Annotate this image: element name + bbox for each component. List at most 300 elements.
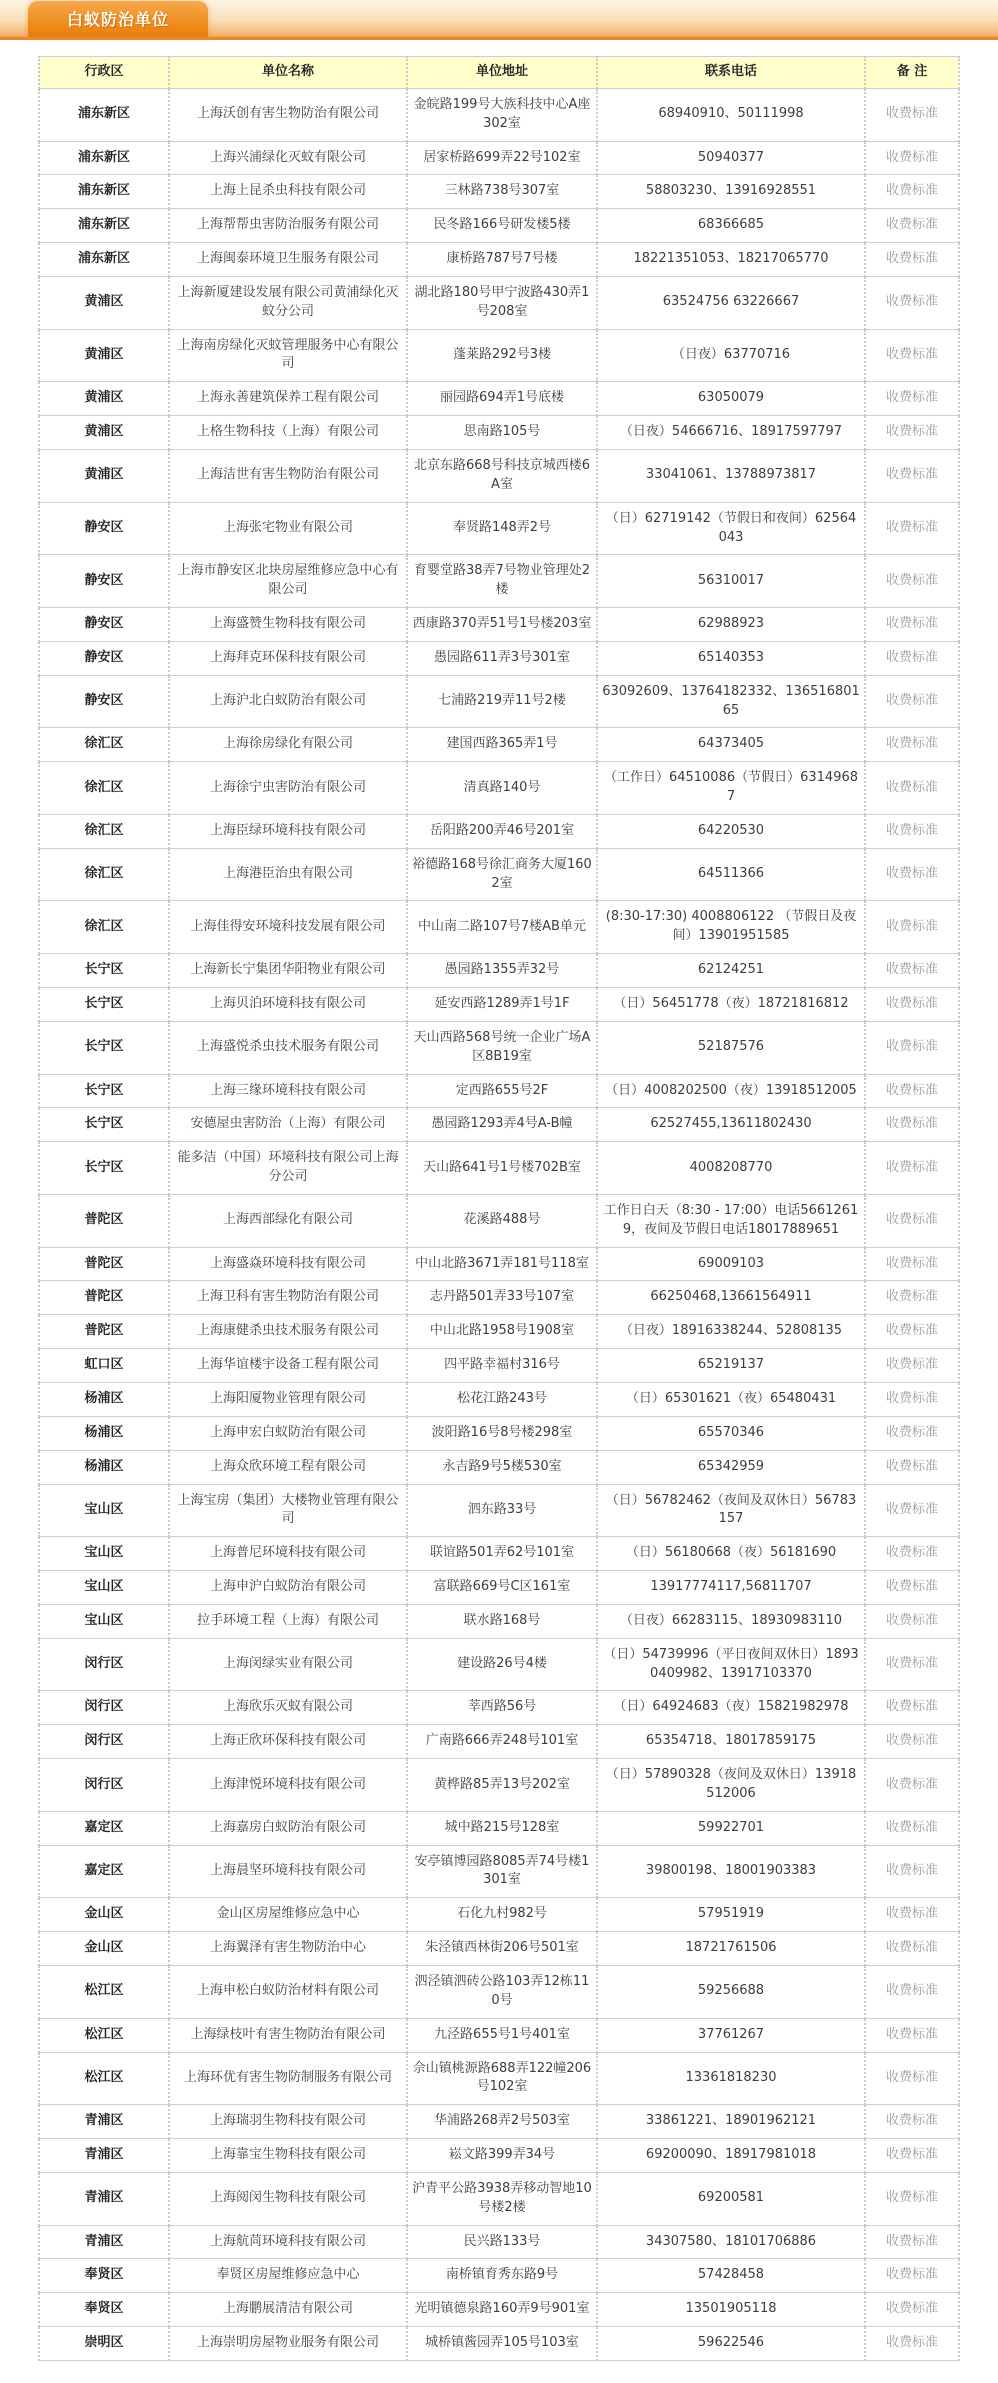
fee-standard-link[interactable]: 收费标准 [885,2267,938,2283]
phone-cell: 65219137 [597,1349,865,1383]
address-cell: 康桥路787号7号楼 [407,243,597,277]
note-cell [865,2105,959,2139]
table-row [39,1691,959,1725]
note-cell [865,848,959,901]
fee-standard-link[interactable]: 收费标准 [885,866,938,882]
district-cell: 静安区 [39,555,169,608]
note-cell [865,1382,959,1416]
note-cell [865,1349,959,1383]
company-name-cell: 上海晨坚环境科技有限公司 [169,1845,407,1898]
phone-cell: 57951919 [597,1898,865,1932]
district-cell: 崇明区 [39,2327,169,2361]
note-cell [865,1811,959,1845]
fee-standard-link[interactable]: 收费标准 [885,520,938,536]
address-cell: 天山西路568号统一企业广场A区8B19室 [407,1021,597,1074]
note-cell [865,555,959,608]
phone-cell: （日）54739996（平日夜间双休日）18930409982、13917103370 [597,1638,865,1691]
table-row [39,1247,959,1281]
table-row [39,901,959,954]
phone-cell: 工作日白天（8:30 - 17:00）电话56612619，夜间及节假日电话18017889651 [597,1194,865,1247]
address-cell: 愚园路1355弄32号 [407,954,597,988]
address-cell: 南桥镇育秀东路9号 [407,2259,597,2293]
address-cell: 清真路140号 [407,762,597,815]
company-name-cell: 上海嘉房白蚁防治有限公司 [169,1811,407,1845]
fee-standard-link[interactable]: 收费标准 [885,918,938,934]
note-cell [865,416,959,450]
note-cell [865,2259,959,2293]
table-row [39,1382,959,1416]
phone-cell: 62988923 [597,608,865,642]
address-cell: 三林路738号307室 [407,175,597,209]
company-name-cell: 上海众欣环境工程有限公司 [169,1450,407,1484]
fee-standard-link[interactable]: 收费标准 [885,1579,938,1595]
company-name-cell: 上海佳得安环境科技发展有限公司 [169,901,407,954]
note-cell [865,209,959,243]
address-cell: 花溪路488号 [407,1194,597,1247]
note-cell [865,2052,959,2105]
note-cell [865,276,959,329]
phone-cell: （日）57890328（夜间及双休日）13918512006 [597,1759,865,1812]
district-cell: 长宁区 [39,1021,169,1074]
fee-standard-link[interactable]: 收费标准 [885,1656,938,1672]
company-name-cell: 上海绿枝叶有害生物防治有限公司 [169,2018,407,2052]
note-cell [865,449,959,502]
table-row [39,1194,959,1247]
company-name-cell: 安德屋虫害防治（上海）有限公司 [169,1108,407,1142]
district-cell: 普陀区 [39,1247,169,1281]
company-name-cell: 上海沃创有害生物防治有限公司 [169,88,407,141]
table-row [39,243,959,277]
header-unit-address: 单位地址 [407,57,597,89]
phone-cell: 59922701 [597,1811,865,1845]
address-cell: 中山南二路107号7楼AB单元 [407,901,597,954]
address-cell: 城桥镇酱园弄105号103室 [407,2327,597,2361]
table-row [39,449,959,502]
company-name-cell: 上海新长宁集团华阳物业有限公司 [169,954,407,988]
address-cell: 思南路105号 [407,416,597,450]
district-cell: 浦东新区 [39,209,169,243]
district-cell: 青浦区 [39,2105,169,2139]
table-row [39,2327,959,2361]
address-cell: 四平路幸福村316号 [407,1349,597,1383]
address-cell: 居家桥路699弄22号102室 [407,141,597,175]
address-cell: 裕德路168号徐汇商务大厦1602室 [407,848,597,901]
note-cell [865,814,959,848]
company-name-cell: 上海盛悦杀虫技术服务有限公司 [169,1021,407,1074]
note-cell [865,641,959,675]
company-name-cell: 上海阅闵生物科技有限公司 [169,2172,407,2225]
note-cell [865,1108,959,1142]
company-name-cell: 上海西部绿化有限公司 [169,1194,407,1247]
fee-standard-link[interactable]: 收费标准 [885,1983,938,1999]
phone-cell: 68366685 [597,209,865,243]
table-row [39,2259,959,2293]
fee-standard-link[interactable]: 收费标准 [885,822,938,838]
phone-cell: 69200090、18917981018 [597,2139,865,2173]
address-cell: 富联路669号C区161室 [407,1571,597,1605]
phone-cell: （日）56180668（夜）56181690 [597,1537,865,1571]
header-note: 备 注 [865,57,959,89]
table-row [39,1604,959,1638]
phone-cell: 18721761506 [597,1932,865,1966]
fee-standard-link[interactable]: 收费标准 [885,2026,938,2042]
district-cell: 长宁区 [39,1108,169,1142]
phone-cell: 69200581 [597,2172,865,2225]
address-cell: 波阳路16号8号楼298室 [407,1416,597,1450]
district-cell: 松江区 [39,1966,169,2019]
fee-standard-link[interactable]: 收费标准 [885,1116,938,1132]
note-cell [865,329,959,382]
company-name-cell: 能多洁（中国）环境科技有限公司上海分公司 [169,1142,407,1195]
fee-standard-link[interactable]: 收费标准 [885,2113,938,2129]
company-name-cell: 上海宝房（集团）大楼物业管理有限公司 [169,1484,407,1537]
phone-cell: （日）4008202500（夜）13918512005 [597,1074,865,1108]
company-name-cell: 上海环优有害生物防制服务有限公司 [169,2052,407,2105]
note-cell [865,1450,959,1484]
fee-standard-link[interactable]: 收费标准 [885,1863,938,1879]
company-name-cell: 上海上昆杀虫科技有限公司 [169,175,407,209]
fee-standard-link[interactable]: 收费标准 [885,693,938,709]
table-row [39,1811,959,1845]
table-row [39,1537,959,1571]
table-row [39,1142,959,1195]
fee-standard-link[interactable]: 收费标准 [885,1323,938,1339]
company-name-cell: 上海盛焱环境科技有限公司 [169,1247,407,1281]
note-cell [865,2172,959,2225]
fee-standard-link[interactable]: 收费标准 [885,294,938,310]
note-cell [865,1416,959,1450]
table-row [39,555,959,608]
note-cell [865,762,959,815]
district-cell: 奉贤区 [39,2293,169,2327]
district-cell: 闵行区 [39,1691,169,1725]
table-row [39,1638,959,1691]
fee-standard-link[interactable]: 收费标准 [885,1424,938,1440]
district-cell: 杨浦区 [39,1382,169,1416]
district-cell: 静安区 [39,641,169,675]
fee-standard-link[interactable]: 收费标准 [885,1255,938,1271]
fee-standard-link[interactable]: 收费标准 [885,2233,938,2249]
phone-cell: 69009103 [597,1247,865,1281]
phone-cell: 34307580、18101706886 [597,2225,865,2259]
phone-cell: 50940377 [597,141,865,175]
fee-standard-link[interactable]: 收费标准 [885,1159,938,1175]
table-row [39,1074,959,1108]
company-name-cell: 上海康健杀虫技术服务有限公司 [169,1315,407,1349]
district-cell: 嘉定区 [39,1811,169,1845]
table-row [39,2225,959,2259]
phone-cell: （日）65301621（夜）65480431 [597,1382,865,1416]
company-name-cell: 上海卫科有害生物防治有限公司 [169,1281,407,1315]
district-cell: 黄浦区 [39,416,169,450]
company-name-cell: 上海永善建筑保养工程有限公司 [169,382,407,416]
note-cell [865,988,959,1022]
header-district: 行政区 [39,57,169,89]
company-name-cell: 上海盛赞生物科技有限公司 [169,608,407,642]
fee-standard-link[interactable]: 收费标准 [885,2147,938,2163]
phone-cell: 63524756 63226667 [597,276,865,329]
fee-standard-link[interactable]: 收费标准 [885,1906,938,1922]
fee-standard-link[interactable]: 收费标准 [885,390,938,406]
phone-cell: （日夜）54666716、18917597797 [597,416,865,450]
note-cell [865,502,959,555]
phone-cell: 62527455,13611802430 [597,1108,865,1142]
district-cell: 徐汇区 [39,814,169,848]
fee-standard-link[interactable]: 收费标准 [885,2190,938,2206]
address-cell: 泗泾镇泗砖公路103弄12栋110号 [407,1966,597,2019]
note-cell [865,175,959,209]
district-cell: 黄浦区 [39,382,169,416]
company-name-cell: 上海崇明房屋物业服务有限公司 [169,2327,407,2361]
fee-standard-link[interactable]: 收费标准 [885,467,938,483]
district-cell: 普陀区 [39,1281,169,1315]
company-name-cell: 上海闵绿实业有限公司 [169,1638,407,1691]
district-cell: 青浦区 [39,2139,169,2173]
company-name-cell: 拉手环境工程（上海）有限公司 [169,1604,407,1638]
address-cell: 丽园路694弄1号底楼 [407,382,597,416]
fee-standard-link[interactable]: 收费标准 [885,572,938,588]
company-name-cell: 上海申沪白蚁防治有限公司 [169,1571,407,1605]
district-cell: 静安区 [39,675,169,728]
table-row [39,2052,959,2105]
note-cell [865,1845,959,1898]
address-cell: 愚园路611弄3号301室 [407,641,597,675]
fee-standard-link[interactable]: 收费标准 [885,1082,938,1098]
fee-standard-link[interactable]: 收费标准 [885,962,938,978]
phone-cell: 63092609、13764182332、13651680165 [597,675,865,728]
address-cell: 广南路666弄248号101室 [407,1725,597,1759]
district-cell: 奉贤区 [39,2259,169,2293]
address-cell: 联水路168号 [407,1604,597,1638]
note-cell [865,88,959,141]
district-cell: 徐汇区 [39,848,169,901]
phone-cell: 37761267 [597,2018,865,2052]
address-cell: 中山北路3671弄181号118室 [407,1247,597,1281]
phone-cell: 59622546 [597,2327,865,2361]
fee-standard-link[interactable]: 收费标准 [885,1733,938,1749]
fee-standard-link[interactable]: 收费标准 [885,424,938,440]
note-cell [865,1315,959,1349]
address-cell: 岳阳路200弄46号201室 [407,814,597,848]
header-unit-name: 单位名称 [169,57,407,89]
note-cell [865,675,959,728]
termite-units-table [38,56,960,2361]
fee-standard-link[interactable]: 收费标准 [885,1699,938,1715]
company-name-cell: 上海港臣治虫有限公司 [169,848,407,901]
table-row [39,276,959,329]
company-name-cell: 金山区房屋维修应急中心 [169,1898,407,1932]
company-name-cell: 上海正欣环保科技有限公司 [169,1725,407,1759]
phone-cell: 13917774117,56811707 [597,1571,865,1605]
note-cell [865,1281,959,1315]
fee-standard-link[interactable]: 收费标准 [885,616,938,632]
district-cell: 浦东新区 [39,141,169,175]
company-name-cell: 上海阳厦物业管理有限公司 [169,1382,407,1416]
phone-cell: 57428458 [597,2259,865,2293]
address-cell: 佘山镇桃源路688弄122幢206号102室 [407,2052,597,2105]
table-row [39,1108,959,1142]
fee-standard-link[interactable]: 收费标准 [885,996,938,1011]
district-cell: 长宁区 [39,1142,169,1195]
fee-standard-link[interactable]: 收费标准 [885,251,938,267]
table-row [39,675,959,728]
company-name-cell: 上海兴浦绿化灭蚊有限公司 [169,141,407,175]
district-cell: 普陀区 [39,1194,169,1247]
district-cell: 宝山区 [39,1484,169,1537]
note-cell [865,1725,959,1759]
table-row [39,209,959,243]
address-cell: 志丹路501弄33号107室 [407,1281,597,1315]
fee-standard-link[interactable]: 收费标准 [885,183,938,199]
district-cell: 松江区 [39,2052,169,2105]
district-cell: 黄浦区 [39,449,169,502]
fee-standard-link[interactable]: 收费标准 [885,736,938,752]
fee-standard-link[interactable]: 收费标准 [885,149,938,165]
company-name-cell: 上海华谊楼宇设备工程有限公司 [169,1349,407,1383]
district-cell: 闵行区 [39,1638,169,1691]
fee-standard-link[interactable]: 收费标准 [885,1458,938,1474]
address-cell: 华浦路268弄2号503室 [407,2105,597,2139]
note-cell [865,728,959,762]
fee-standard-link[interactable]: 收费标准 [885,1501,938,1517]
address-cell: 西康路370弄51号1号楼203室 [407,608,597,642]
table-row [39,954,959,988]
table-container [0,40,998,2383]
address-cell: 育婴堂路38弄7号物业管理处2楼 [407,555,597,608]
table-row [39,1450,959,1484]
address-cell: 联谊路501弄62号101室 [407,1537,597,1571]
fee-standard-link[interactable]: 收费标准 [885,1940,938,1956]
note-cell [865,382,959,416]
address-cell: 建设路26号4楼 [407,1638,597,1691]
fee-standard-link[interactable]: 收费标准 [885,1819,938,1835]
note-cell [865,1898,959,1932]
phone-cell: （日）56451778（夜）18721816812 [597,988,865,1022]
phone-cell: 4008208770 [597,1142,865,1195]
fee-standard-link[interactable]: 收费标准 [885,1390,938,1406]
note-cell [865,1247,959,1281]
company-name-cell: 上海申松白蚁防治材料有限公司 [169,1966,407,2019]
fee-standard-link[interactable]: 收费标准 [885,1545,938,1561]
fee-standard-link[interactable]: 收费标准 [885,2069,938,2085]
table-row [39,1898,959,1932]
address-cell: 松花江路243号 [407,1382,597,1416]
phone-cell: 59256688 [597,1966,865,2019]
table-row [39,1021,959,1074]
district-cell: 浦东新区 [39,243,169,277]
fee-standard-link[interactable]: 收费标准 [885,1776,938,1792]
note-cell [865,1571,959,1605]
company-name-cell: 上海航苘环境科技有限公司 [169,2225,407,2259]
district-cell: 宝山区 [39,1604,169,1638]
note-cell [865,1691,959,1725]
district-cell: 金山区 [39,1932,169,1966]
district-cell: 浦东新区 [39,175,169,209]
table-row [39,1349,959,1383]
fee-standard-link[interactable]: 收费标准 [885,1357,938,1373]
address-cell: 中山北路1958号1908室 [407,1315,597,1349]
phone-cell: 65342959 [597,1450,865,1484]
district-cell: 徐汇区 [39,901,169,954]
table-row [39,1932,959,1966]
note-cell [865,1021,959,1074]
company-name-cell: 上海闽泰环境卫生服务有限公司 [169,243,407,277]
table-row [39,1759,959,1812]
phone-cell: 64373405 [597,728,865,762]
company-name-cell: 上海市静安区北块房屋维修应急中心有限公司 [169,555,407,608]
fee-standard-link[interactable]: 收费标准 [885,779,938,795]
fee-standard-link[interactable]: 收费标准 [885,1212,938,1228]
phone-cell: 68940910、50111998 [597,88,865,141]
address-cell: 延安西路1289弄1号1F [407,988,597,1022]
table-row [39,1315,959,1349]
fee-standard-link[interactable]: 收费标准 [885,347,938,363]
company-name-cell: 上海欣乐灭蚁有限公司 [169,1691,407,1725]
district-cell: 长宁区 [39,988,169,1022]
table-row [39,1571,959,1605]
phone-cell: （工作日）64510086（节假日）63149687 [597,762,865,815]
fee-standard-link[interactable]: 收费标准 [885,217,938,233]
district-cell: 青浦区 [39,2172,169,2225]
company-name-cell: 上海帮帮虫害防治服务有限公司 [169,209,407,243]
note-cell [865,1966,959,2019]
district-cell: 徐汇区 [39,728,169,762]
district-cell: 闵行区 [39,1759,169,1812]
note-cell [865,1537,959,1571]
fee-standard-link[interactable]: 收费标准 [885,1289,938,1305]
address-cell: 安亭镇博园路8085弄74号楼1301室 [407,1845,597,1898]
address-cell: 金皖路199号大族科技中心A座302室 [407,88,597,141]
note-cell [865,1484,959,1537]
phone-cell: 63050079 [597,382,865,416]
address-cell: 天山路641号1号楼702B室 [407,1142,597,1195]
table-header-row [39,57,959,89]
table-row [39,2293,959,2327]
fee-standard-link[interactable]: 收费标准 [885,106,938,122]
company-name-cell: 上海张宅物业有限公司 [169,502,407,555]
table-row [39,2139,959,2173]
fee-standard-link[interactable]: 收费标准 [885,649,938,665]
top-banner [0,0,998,40]
company-name-cell: 上海洁世有害生物防治有限公司 [169,449,407,502]
header-contact-phone: 联系电话 [597,57,865,89]
company-name-cell: 上海臣绿环境科技有限公司 [169,814,407,848]
district-cell: 徐汇区 [39,762,169,815]
company-name-cell: 上海沪北白蚁防治有限公司 [169,675,407,728]
district-cell: 静安区 [39,502,169,555]
district-cell: 松江区 [39,2018,169,2052]
fee-standard-link[interactable]: 收费标准 [885,1612,938,1628]
table-row [39,641,959,675]
table-row [39,329,959,382]
fee-standard-link[interactable]: 收费标准 [885,2301,938,2317]
fee-standard-link[interactable]: 收费标准 [885,2335,938,2351]
company-name-cell: 上海拜克环保科技有限公司 [169,641,407,675]
table-row [39,416,959,450]
table-row [39,175,959,209]
address-cell: 沪青平公路3938弄移动智地10号楼2楼 [407,2172,597,2225]
table-row [39,2018,959,2052]
address-cell: 定西路655号2F [407,1074,597,1108]
tab-termite-control-units[interactable] [28,1,208,37]
address-cell: 朱泾镇西林街206号501室 [407,1932,597,1966]
phone-cell: 18221351053、18217065770 [597,243,865,277]
tab-label: 白蚁防治单位 [66,10,169,29]
table-row [39,502,959,555]
fee-standard-link[interactable]: 收费标准 [885,1039,938,1055]
table-row [39,141,959,175]
company-name-cell: 上海徐宁虫害防治有限公司 [169,762,407,815]
